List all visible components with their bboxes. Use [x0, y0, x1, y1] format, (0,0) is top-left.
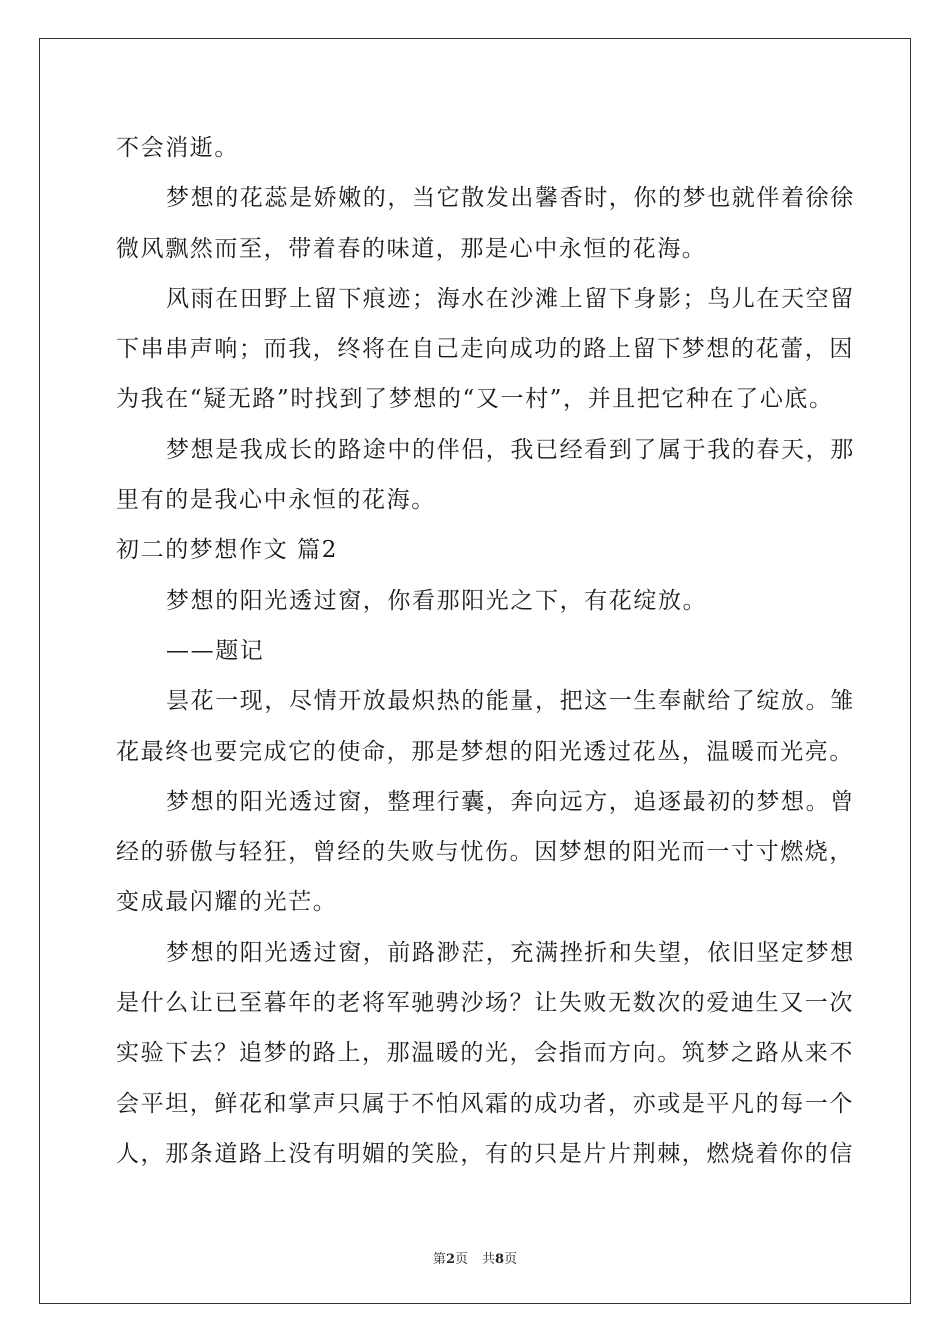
text-line: 不会消逝。: [116, 135, 239, 161]
text-line: 梦想的阳光透过窗，前路渺茫，充满挫折和失望，依旧坚定梦想: [166, 939, 855, 966]
text-line: 会平坦，鲜花和掌声只属于不怕风霜的成功者，亦或是平凡的每一个: [116, 1090, 854, 1117]
document-body: [116, 128, 855, 1184]
page-suffix: 页: [454, 1252, 468, 1267]
text-line: 微风飘然而至，带着春的味道，那是心中永恒的花海。: [116, 235, 707, 262]
text-line: 风雨在田野上留下痕迹；海水在沙滩上留下身影；鸟儿在天空留: [166, 285, 855, 312]
text-line: 为我在“疑无路”时找到了梦想的“又一村”，并且把它种在了心底。: [116, 386, 834, 413]
page-prefix: 第: [432, 1252, 446, 1267]
current-page-number: 2: [445, 1252, 455, 1267]
text-line: 昙花一现，尽情开放最炽热的能量，把这一生奉献给了绽放。雏: [166, 688, 855, 715]
text-line: 里有的是我心中永恒的花海。: [116, 487, 436, 514]
text-line: 实验下去？追梦的路上，那温暖的光，会指而方向。筑梦之路从来不: [116, 1040, 854, 1067]
text-line: 花最终也要完成它的使命，那是梦想的阳光透过花丛，温暖而光亮。: [116, 738, 854, 765]
text-line: 梦想是我成长的路途中的伴侣，我已经看到了属于我的春天，那: [166, 436, 855, 463]
total-prefix: 共: [482, 1252, 496, 1267]
total-page-number: 8: [495, 1252, 505, 1267]
text-line: 经的骄傲与轻狂，曾经的失败与忧伤。因梦想的阳光而一寸寸燃烧，: [116, 839, 854, 866]
page-footer: [0, 1248, 950, 1267]
text-line: 梦想的阳光透过窗，整理行囊，奔向远方，追逐最初的梦想。曾: [166, 788, 855, 815]
section-heading: 初二的梦想作文 篇2: [116, 537, 338, 564]
text-line: 下串串声响；而我，终将在自己走向成功的路上留下梦想的花蕾，因: [116, 336, 854, 363]
text-line: 变成最闪耀的光芒。: [116, 889, 338, 916]
text-line: 梦想的阳光透过窗，你看那阳光之下，有花绽放。: [166, 587, 708, 614]
text-line: 人，那条道路上没有明媚的笑脸，有的只是片片荆棘，燃烧着你的信: [116, 1140, 854, 1167]
text-line: 梦想的花蕊是娇嫩的，当它散发出馨香时，你的梦也就伴着徐徐: [166, 185, 855, 212]
total-suffix: 页: [504, 1252, 518, 1267]
text-line: 是什么让已至暮年的老将军驰骋沙场？让失败无数次的爱迪生又一次: [116, 990, 854, 1017]
epigraph-note: ——题记: [166, 637, 265, 664]
